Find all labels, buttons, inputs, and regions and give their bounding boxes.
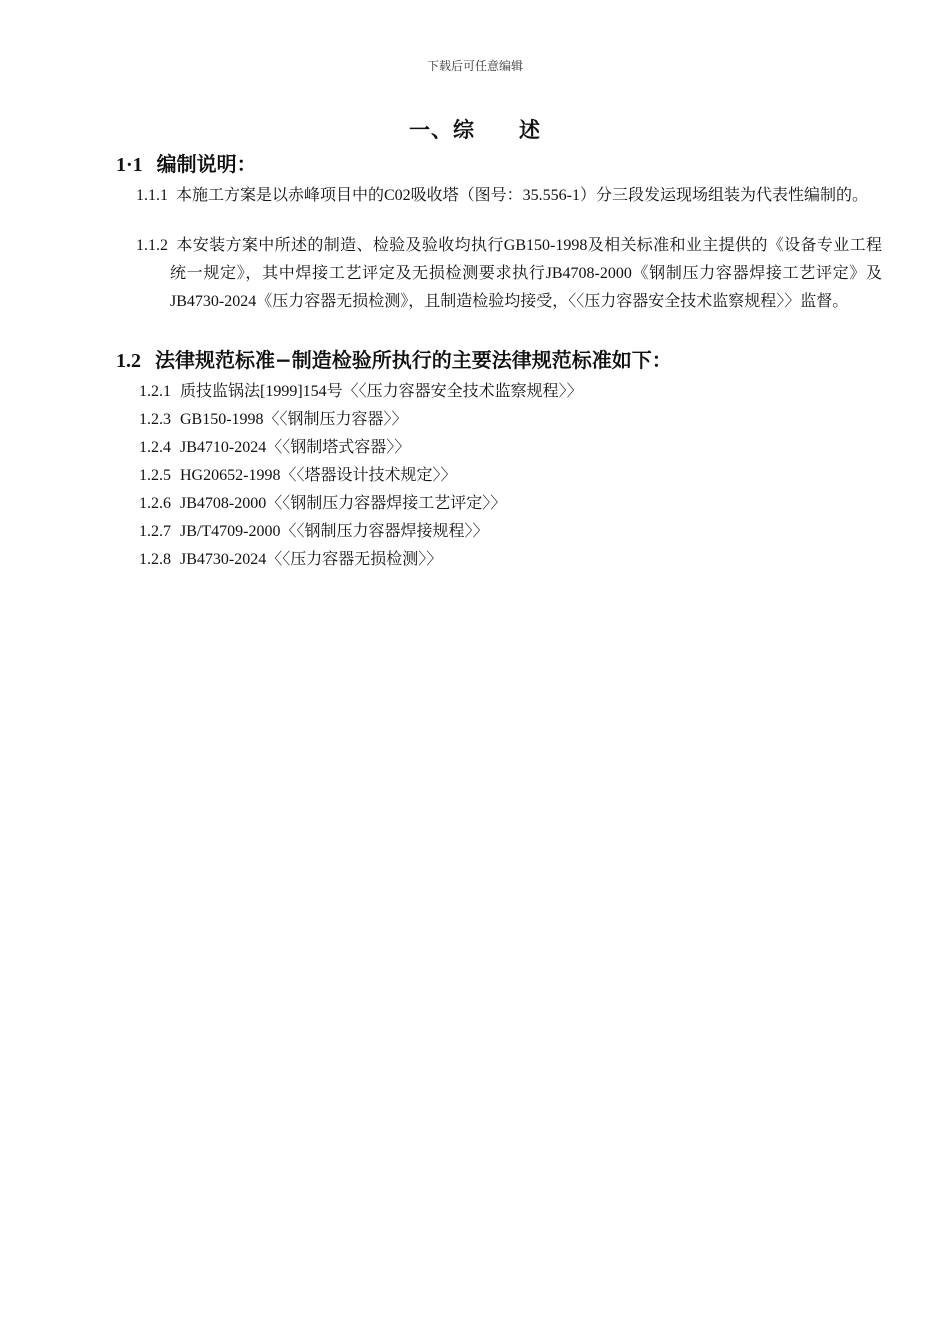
chapter-title: 一、综 述 bbox=[409, 118, 541, 142]
paragraph-text: 本施工方案是以赤峰项目中的C02吸收塔（图号：35.556-1）分三段发运现场组装为代表性编制的。 bbox=[176, 187, 869, 204]
list-item bbox=[139, 378, 583, 406]
section-title: 法律规范标准−制造检验所执行的主要法律规范标准如下： bbox=[155, 348, 672, 372]
item-number: 1.2.6 bbox=[139, 495, 171, 512]
item-text: JB4710-2024〈〈钢制塔式容器〉〉 bbox=[180, 439, 411, 456]
standards-list bbox=[139, 378, 583, 574]
item-number: 1.2.4 bbox=[139, 439, 171, 456]
list-item bbox=[139, 434, 583, 462]
item-number: 1.2.1 bbox=[139, 383, 171, 400]
item-number: 1.2.8 bbox=[139, 551, 171, 568]
item-text: JB4730-2024〈〈压力容器无损检测〉〉 bbox=[180, 551, 443, 568]
section-heading-1-1 bbox=[116, 148, 257, 177]
section-heading-1-2 bbox=[116, 344, 672, 373]
list-item bbox=[139, 546, 583, 574]
item-text: HG20652-1998〈〈塔器设计技术规定〉〉 bbox=[180, 467, 457, 484]
paragraph-number: 1.1.2 bbox=[136, 237, 168, 254]
list-item bbox=[139, 462, 583, 490]
section-number: 1.2 bbox=[116, 350, 141, 372]
list-item bbox=[139, 406, 583, 434]
item-text: 质技监锅法[1999]154号〈〈压力容器安全技术监察规程〉〉 bbox=[180, 383, 583, 400]
section-number: 1·1 bbox=[116, 154, 143, 176]
paragraph-1-1-1 bbox=[136, 182, 890, 210]
header-note: 下载后可任意编辑 bbox=[426, 59, 523, 73]
paragraph-1-1-2 bbox=[136, 232, 882, 316]
item-text: JB/T4709-2000〈〈钢制压力容器焊接规程〉〉 bbox=[180, 523, 489, 540]
section-title: 编制说明： bbox=[156, 152, 257, 176]
paragraph-text: 本安装方案中所述的制造、检验及验收均执行GB150-1998及相关标准和业主提供的《设备专业工程统一规定》，其中焊接工艺评定及无损检测要求执行JB4708-2000《钢制压力容器焊接工艺评定》及JB4730-2024《压力容器无损检测》，且制造检验均接受，〈〈压力容器安全技术监察规程〉〉监督。 bbox=[170, 237, 882, 310]
item-number: 1.2.5 bbox=[139, 467, 171, 484]
list-item bbox=[139, 490, 583, 518]
list-item bbox=[139, 518, 583, 546]
item-number: 1.2.7 bbox=[139, 523, 171, 540]
item-number: 1.2.3 bbox=[139, 411, 171, 428]
item-text: JB4708-2000〈〈钢制压力容器焊接工艺评定〉〉 bbox=[180, 495, 507, 512]
item-text: GB150-1998〈〈钢制压力容器〉〉 bbox=[180, 411, 408, 428]
paragraph-number: 1.1.1 bbox=[136, 187, 168, 204]
